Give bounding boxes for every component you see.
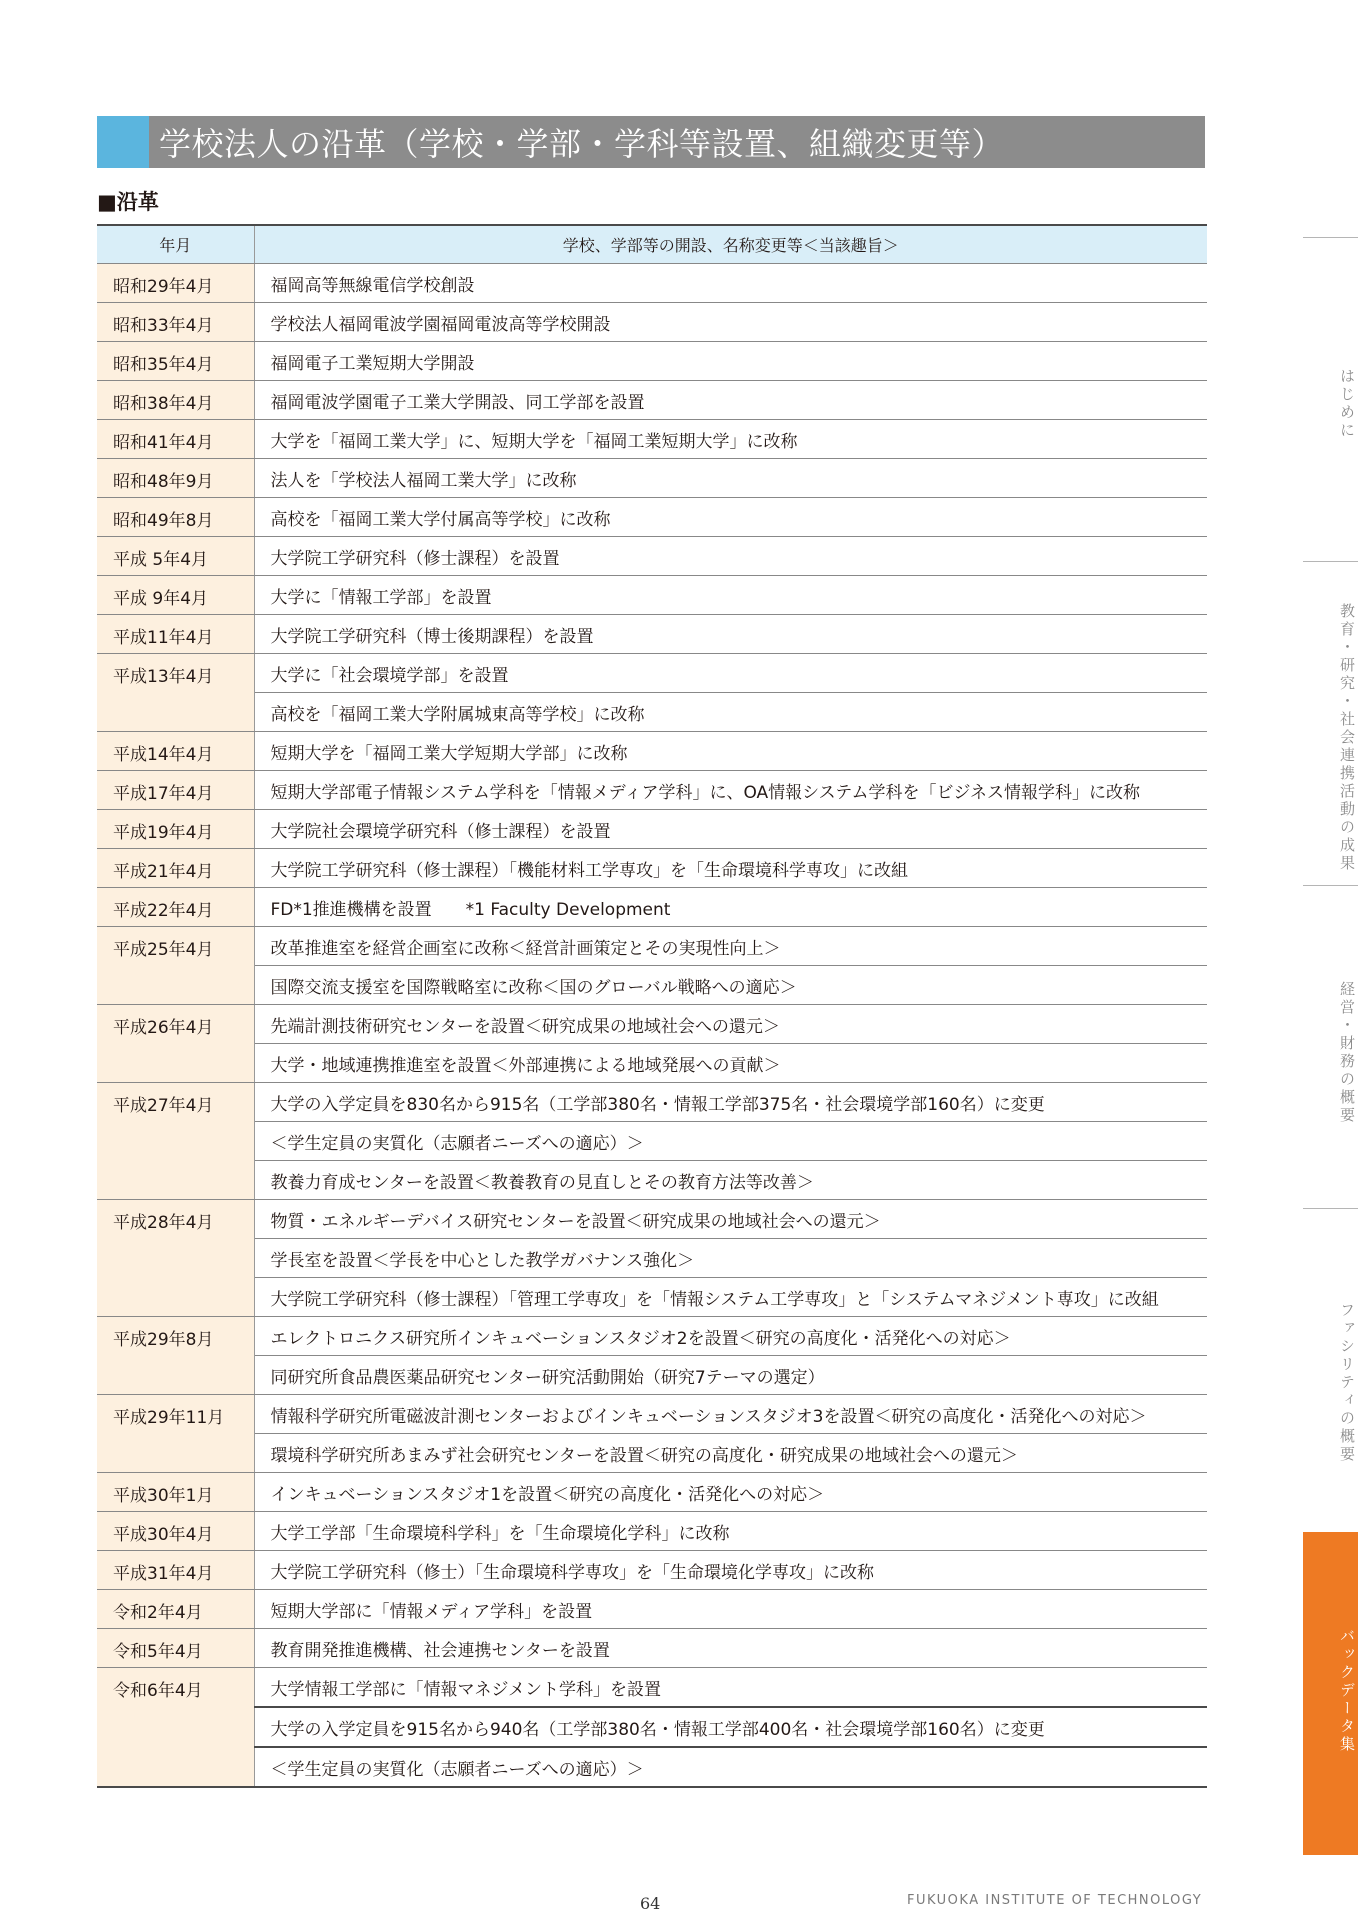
event-cell: 大学・地域連携推進室を設置＜外部連携による地域発展への貢献＞: [254, 1044, 1207, 1083]
table-row: [97, 576, 1207, 615]
event-cell: 大学院社会環境学研究科（修士課程）を設置: [254, 810, 1207, 849]
year-month-cell: 昭和48年9月: [97, 459, 254, 498]
event-cell: 福岡電子工業短期大学開設: [254, 342, 1207, 381]
table-row: [97, 1044, 1207, 1083]
event-cell: 先端計測技術研究センターを設置＜研究成果の地域社会への還元＞: [254, 1005, 1207, 1044]
year-month-cell: 平成26年4月: [97, 1005, 254, 1083]
event-cell: 大学工学部「生命環境科学科」を「生命環境化学科」に改称: [254, 1512, 1207, 1551]
event-cell: 福岡高等無線電信学校創設: [254, 264, 1207, 303]
event-cell: FD*1推進機構を設置 *1 Faculty Development: [254, 888, 1207, 927]
table-row: [97, 1317, 1207, 1356]
table-row: [97, 732, 1207, 771]
event-cell: 大学に「社会環境学部」を設置: [254, 654, 1207, 693]
year-month-cell: 昭和41年4月: [97, 420, 254, 459]
event-cell: 高校を「福岡工業大学附属城東高等学校」に改称: [254, 693, 1207, 732]
event-cell: 大学情報工学部に「情報マネジメント学科」を設置: [254, 1668, 1207, 1708]
page-title: 学校法人の沿革（学校・学部・学科等設置、組織変更等）: [159, 125, 1005, 163]
column-header-content: 学校、学部等の開設、名称変更等＜当該趣旨＞: [254, 225, 1207, 264]
event-cell: ＜学生定員の実質化（志願者ニーズへの適応）＞: [254, 1122, 1207, 1161]
table-row: [97, 537, 1207, 576]
event-cell: 大学院工学研究科（修士課程）「機能材料工学専攻」を「生命環境科学専攻」に改組: [254, 849, 1207, 888]
section-heading: ■沿革: [97, 190, 159, 214]
table-row: [97, 1512, 1207, 1551]
table-row: [97, 615, 1207, 654]
table-row: [97, 1239, 1207, 1278]
year-month-cell: 令和2年4月: [97, 1590, 254, 1629]
table-row: [97, 966, 1207, 1005]
event-cell: 短期大学部電子情報システム学科を「情報メディア学科」に、OA情報システム学科を「ビジネス情報学科」に改称: [254, 771, 1207, 810]
table-row: [97, 1356, 1207, 1395]
year-month-cell: 昭和33年4月: [97, 303, 254, 342]
side-nav-divider: [1303, 237, 1358, 238]
year-month-cell: 平成25年4月: [97, 927, 254, 1005]
year-month-cell: 平成30年4月: [97, 1512, 254, 1551]
event-cell: 大学院工学研究科（修士課程）「管理工学専攻」を「情報システム工学専攻」と「システムマネジメント専攻」に改組: [254, 1278, 1207, 1317]
year-month-cell: 昭和38年4月: [97, 381, 254, 420]
year-month-cell: 令和5年4月: [97, 1629, 254, 1668]
side-nav-item-achievements[interactable]: 教育・研究・社会連携活動の成果: [1338, 603, 1356, 873]
event-cell: 学長室を設置＜学長を中心とした教学ガバナンス強化＞: [254, 1239, 1207, 1278]
event-cell: エレクトロニクス研究所インキュベーションスタジオ2を設置＜研究の高度化・活発化への対応＞: [254, 1317, 1207, 1356]
event-cell: インキュベーションスタジオ1を設置＜研究の高度化・活発化への対応＞: [254, 1473, 1207, 1512]
year-month-cell: 平成 5年4月: [97, 537, 254, 576]
table-row: [97, 693, 1207, 732]
year-month-cell: 平成13年4月: [97, 654, 254, 732]
event-cell: 福岡電波学園電子工業大学開設、同工学部を設置: [254, 381, 1207, 420]
event-cell: 高校を「福岡工業大学付属高等学校」に改称: [254, 498, 1207, 537]
table-row: [97, 927, 1207, 966]
side-nav-item-backdata[interactable]: [1303, 1532, 1358, 1855]
event-cell: 改革推進室を経営企画室に改称＜経営計画策定とその実現性向上＞: [254, 927, 1207, 966]
side-nav-item-management-finance[interactable]: 経営・財務の概要: [1338, 981, 1356, 1125]
year-month-cell: 平成27年4月: [97, 1083, 254, 1200]
event-cell: 教育開発推進機構、社会連携センターを設置: [254, 1629, 1207, 1668]
table-row: [97, 381, 1207, 420]
event-cell: 短期大学部に「情報メディア学科」を設置: [254, 1590, 1207, 1629]
event-cell: 大学院工学研究科（修士）「生命環境科学専攻」を「生命環境化学専攻」に改称: [254, 1551, 1207, 1590]
column-header-year: 年月: [97, 225, 254, 264]
table-header-row: [97, 225, 1207, 264]
table-row: [97, 849, 1207, 888]
table-row: [97, 654, 1207, 693]
table-row: [97, 1395, 1207, 1434]
year-month-cell: 令和6年4月: [97, 1668, 254, 1788]
page-title-bar: [97, 116, 1205, 168]
event-cell: ＜学生定員の実質化（志願者ニーズへの適応）＞: [254, 1747, 1207, 1787]
year-month-cell: 平成17年4月: [97, 771, 254, 810]
side-nav-item-facilities[interactable]: ファシリティの概要: [1338, 1302, 1356, 1464]
event-cell: 大学院工学研究科（博士後期課程）を設置: [254, 615, 1207, 654]
table-row: [97, 888, 1207, 927]
side-nav-divider: [1303, 561, 1358, 562]
table-row: [97, 1278, 1207, 1317]
table-row: [97, 342, 1207, 381]
table-row: [97, 303, 1207, 342]
event-cell: 環境科学研究所あまみず社会研究センターを設置＜研究の高度化・研究成果の地域社会への還元＞: [254, 1434, 1207, 1473]
table-row: [97, 1747, 1207, 1787]
event-cell: 法人を「学校法人福岡工業大学」に改称: [254, 459, 1207, 498]
year-month-cell: 平成31年4月: [97, 1551, 254, 1590]
table-row: [97, 1434, 1207, 1473]
year-month-cell: 平成28年4月: [97, 1200, 254, 1317]
table-row: [97, 1161, 1207, 1200]
table-row: [97, 810, 1207, 849]
year-month-cell: 平成21年4月: [97, 849, 254, 888]
table-row: [97, 420, 1207, 459]
table-row: [97, 498, 1207, 537]
table-row: [97, 1629, 1207, 1668]
table-row: [97, 459, 1207, 498]
table-row: [97, 1551, 1207, 1590]
side-nav-item-backdata-label: バックデータ集: [1338, 1628, 1356, 1754]
side-nav-divider: [1303, 885, 1358, 886]
title-accent-block: [97, 116, 149, 168]
table-row: [97, 771, 1207, 810]
year-month-cell: 平成29年11月: [97, 1395, 254, 1473]
event-cell: 大学の入学定員を915名から940名（工学部380名・情報工学部400名・社会環境学部160名）に変更: [254, 1707, 1207, 1747]
table-row: [97, 264, 1207, 303]
side-navigation: [1303, 0, 1358, 1920]
event-cell: 教養力育成センターを設置＜教養教育の見直しとその教育方法等改善＞: [254, 1161, 1207, 1200]
event-cell: 情報科学研究所電磁波計測センターおよびインキュベーションスタジオ3を設置＜研究の高度化・活発化への対応＞: [254, 1395, 1207, 1434]
table-row: [97, 1590, 1207, 1629]
history-table: [97, 224, 1207, 1788]
page-number: 64: [640, 1894, 661, 1913]
year-month-cell: 平成30年1月: [97, 1473, 254, 1512]
side-nav-item-introduction[interactable]: はじめに: [1338, 368, 1356, 440]
event-cell: 同研究所食品農医薬品研究センター研究活動開始（研究7テーマの選定）: [254, 1356, 1207, 1395]
table-row: [97, 1122, 1207, 1161]
event-cell: 大学院工学研究科（修士課程）を設置: [254, 537, 1207, 576]
year-month-cell: 平成19年4月: [97, 810, 254, 849]
table-row: [97, 1005, 1207, 1044]
footer-brand: FUKUOKA INSTITUTE OF TECHNOLOGY: [907, 1893, 1203, 1908]
year-month-cell: 昭和35年4月: [97, 342, 254, 381]
event-cell: 大学に「情報工学部」を設置: [254, 576, 1207, 615]
table-row: [97, 1707, 1207, 1747]
event-cell: 物質・エネルギーデバイス研究センターを設置＜研究成果の地域社会への還元＞: [254, 1200, 1207, 1239]
year-month-cell: 平成29年8月: [97, 1317, 254, 1395]
table-row: [97, 1668, 1207, 1708]
side-nav-divider: [1303, 1208, 1358, 1209]
year-month-cell: 平成11年4月: [97, 615, 254, 654]
event-cell: 大学を「福岡工業大学」に、短期大学を「福岡工業短期大学」に改称: [254, 420, 1207, 459]
event-cell: 国際交流支援室を国際戦略室に改称＜国のグローバル戦略への適応＞: [254, 966, 1207, 1005]
year-month-cell: 昭和29年4月: [97, 264, 254, 303]
table-row: [97, 1473, 1207, 1512]
year-month-cell: 平成22年4月: [97, 888, 254, 927]
event-cell: 短期大学を「福岡工業大学短期大学部」に改称: [254, 732, 1207, 771]
table-row: [97, 1083, 1207, 1122]
table-row: [97, 1200, 1207, 1239]
year-month-cell: 平成14年4月: [97, 732, 254, 771]
history-table-body: [97, 264, 1207, 1788]
event-cell: 学校法人福岡電波学園福岡電波高等学校開設: [254, 303, 1207, 342]
year-month-cell: 昭和49年8月: [97, 498, 254, 537]
year-month-cell: 平成 9年4月: [97, 576, 254, 615]
event-cell: 大学の入学定員を830名から915名（工学部380名・情報工学部375名・社会環境学部160名）に変更: [254, 1083, 1207, 1122]
